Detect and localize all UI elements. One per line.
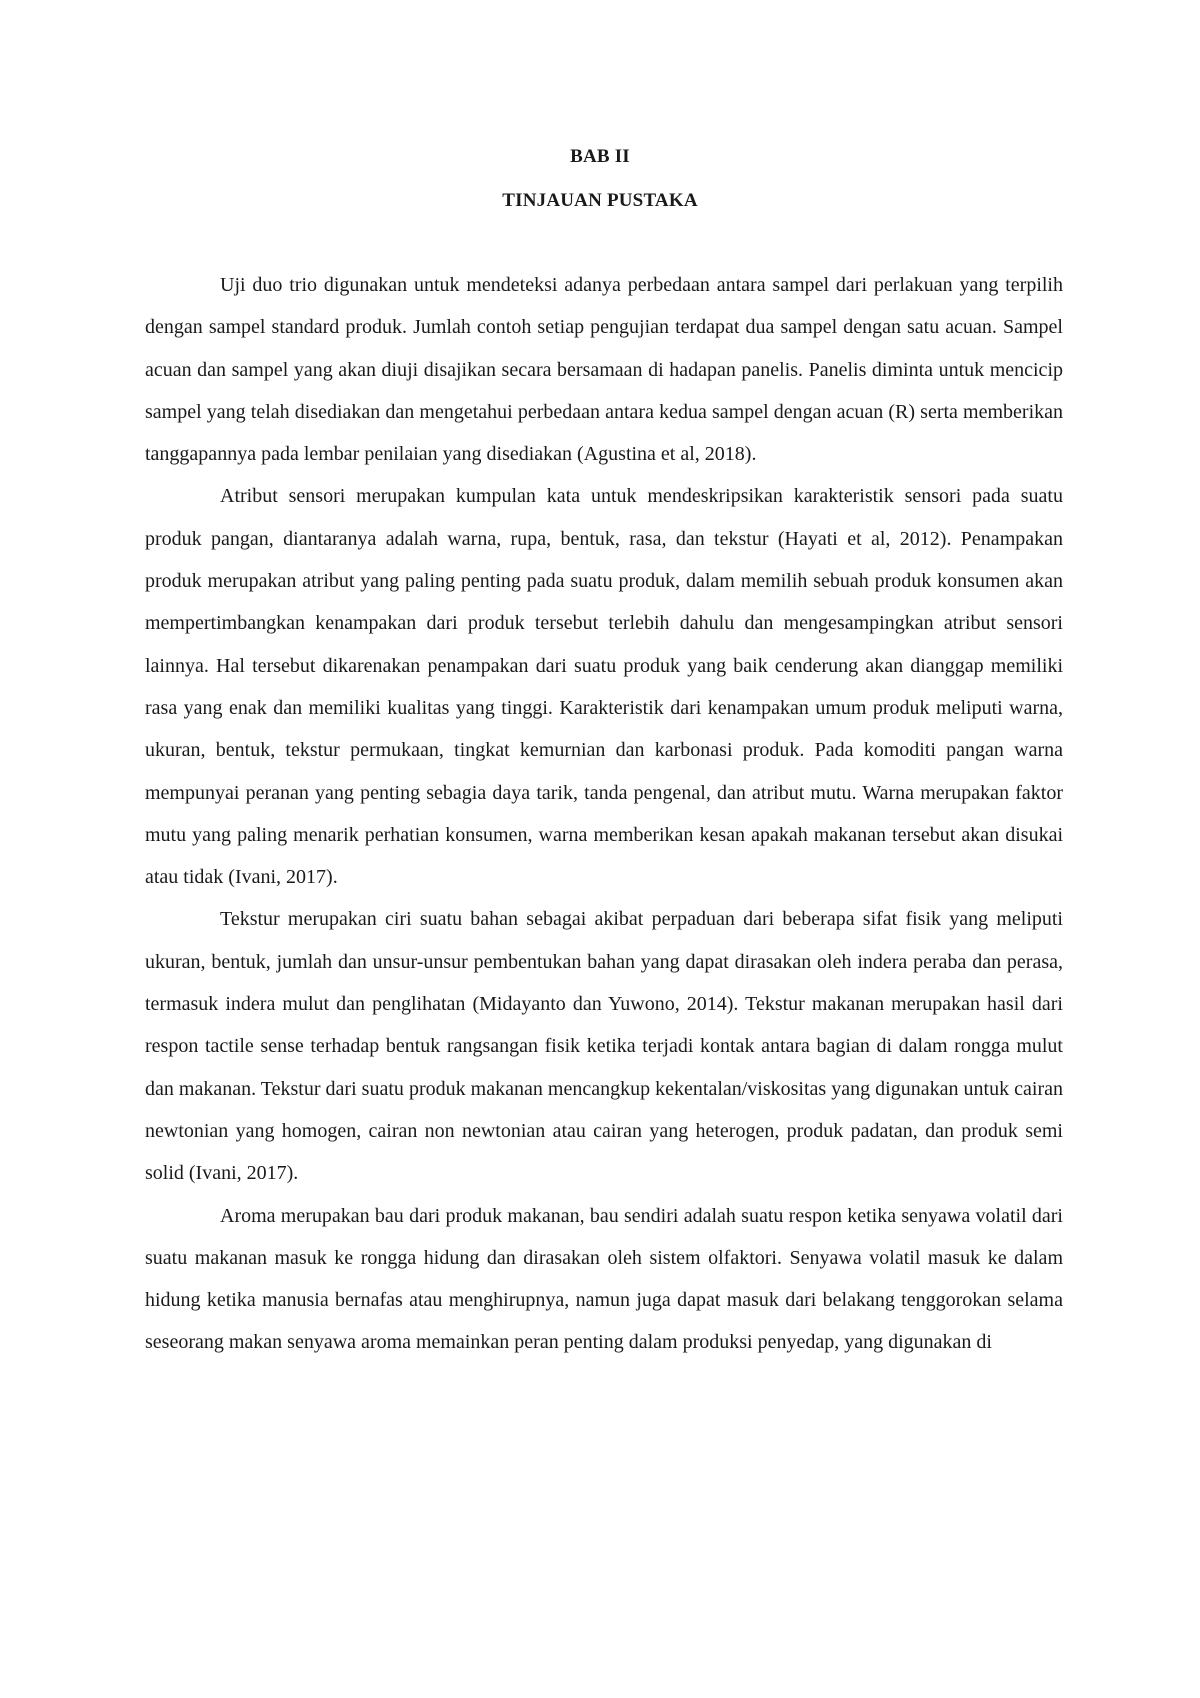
paragraph-atribut-sensori: Atribut sensori merupakan kumpulan kata untuk mendeskripsikan karakteristik sensori pada suatu produk pangan, diantaranya adalah warna, rupa, bentuk, rasa, dan tekstur (Hayati et al, 2012). Penampakan produk merupakan atribut yang paling penting pada suatu produk, dalam memilih sebuah produk konsumen akan mempertimbangkan kenampakan dari produk tersebut terlebih dahulu dan mengesampingkan atribut sensori lainnya. Hal tersebut dikarenakan penampakan dari suatu produk yang baik cenderung akan dianggap memiliki rasa yang enak dan memiliki kualitas yang tinggi. Karakteristik dari kenampakan umum produk meliputi warna, ukuran, bentuk, tekstur permukaan, tingkat kemurnian dan karbonasi produk. Pada komoditi pangan warna mempunyai peranan yang penting sebagia daya tarik, tanda pengenal, dan atribut mutu. Warna merupakan faktor mutu yang paling menarik perhatian konsumen, warna memberikan kesan apakah makanan tersebut akan disukai atau tidak (Ivani, 2017). [145, 485, 1063, 889]
chapter-heading: BAB II [570, 146, 630, 167]
paragraph-aroma: Aroma merupakan bau dari produk makanan, bau sendiri adalah suatu respon ketika senyawa volatil dari suatu makanan masuk ke rongga hidung dan dirasakan oleh sistem olfaktori. Senyawa volatil masuk ke dalam hidung ketika manusia bernafas atau menghirupnya, namun juga dapat masuk dari belakang tenggorokan selama seseorang makan senyawa aroma memainkan peran penting dalam produksi penyedap, yang digunakan di [145, 1204, 1063, 1354]
chapter-title: TINJAUAN PUSTAKA [502, 190, 698, 211]
body-text [145, 264, 1063, 1364]
paragraph-tekstur: Tekstur merupakan ciri suatu bahan sebagai akibat perpaduan dari beberapa sifat fisik yang meliputi ukuran, bentuk, jumlah dan unsur-unsur pembentukan bahan yang dapat dirasakan oleh indera peraba dan perasa, termasuk indera mulut dan penglihatan (Midayanto dan Yuwono, 2014). Tekstur makanan merupakan hasil dari respon tactile sense terhadap bentuk rangsangan fisik ketika terjadi kontak antara bagian di dalam rongga mulut dan makanan. Tekstur dari suatu produk makanan mencangkup kekentalan/viskositas yang digunakan untuk cairan newtonian yang homogen, cairan non newtonian atau cairan yang heterogen, produk padatan, dan produk semi solid (Ivani, 2017). [145, 908, 1063, 1185]
paragraph-duo-trio: Uji duo trio digunakan untuk mendeteksi adanya perbedaan antara sampel dari perlakuan yang terpilih dengan sampel standard produk. Jumlah contoh setiap pengujian terdapat dua sampel dengan satu acuan. Sampel acuan dan sampel yang akan diuji disajikan secara bersamaan di hadapan panelis. Panelis diminta untuk mencicip sampel yang telah disediakan dan mengetahui perbedaan antara kedua sampel dengan acuan (R) serta memberikan tanggapannya pada lembar penilaian yang disediakan (Agustina et al, 2018). [145, 274, 1063, 466]
